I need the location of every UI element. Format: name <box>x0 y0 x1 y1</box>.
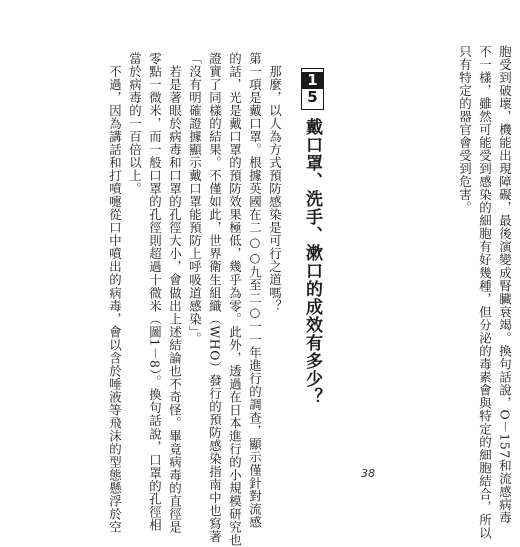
text-line: 第一項是戴口罩。根據英國在二○○九至二○一一年進行的調查，顯示僅針對流感 <box>247 52 263 529</box>
section-title: 戴口罩、洗手、漱口的成效有多少？ <box>302 118 322 406</box>
text-line: 不過，因為講話和打噴嚏從口中噴出的病毒，會以含於唾液等飛沫的型態懸浮於空 <box>107 65 123 534</box>
text-line: 「沒有明確證據顯示戴口罩能預防上呼吸道感染」。 <box>187 52 203 346</box>
text-line: 那麼，以人為方式預防感染是可行之道嗎？ <box>267 65 283 313</box>
text-line: 的話，光是戴口罩的預防效果極低，幾乎為零。此外，透過在日本進行的小規模研究也 <box>227 52 243 547</box>
text-line: 若是著眼於病毒和口罩的孔徑大小，會做出上述結論也不奇怪。畢竟病毒的直徑是 <box>167 65 183 534</box>
section-number-digit: 5 <box>307 88 318 106</box>
text-line: 零點一微米，而一般口罩的孔徑則超過十微米（圖1－8）。換句話說，口罩的孔徑相 <box>147 52 163 532</box>
page-number: 38 <box>361 467 375 480</box>
text-line: 只有特定的器官會受到危害。 <box>457 45 473 215</box>
text-line: 證實了同樣的結果。不僅如此，世界衛生組織（WHO）發行的預防感染指南中也寫著 <box>207 52 223 544</box>
text-line: 不一樣，雖然可能受到感染的細胞有好幾種，但分泌的毒素會與特定的細胞結合，所以 <box>477 45 493 540</box>
text-line: 當於病毒的一百倍以上。 <box>127 52 143 196</box>
text-line: 胞受到破壞，機能出現障礙，最後演變成腎臟衰竭。換句話說，O－157和流感病毒 <box>497 45 513 524</box>
section-number-digit: 1 <box>302 72 323 89</box>
section-number-box <box>301 68 324 110</box>
